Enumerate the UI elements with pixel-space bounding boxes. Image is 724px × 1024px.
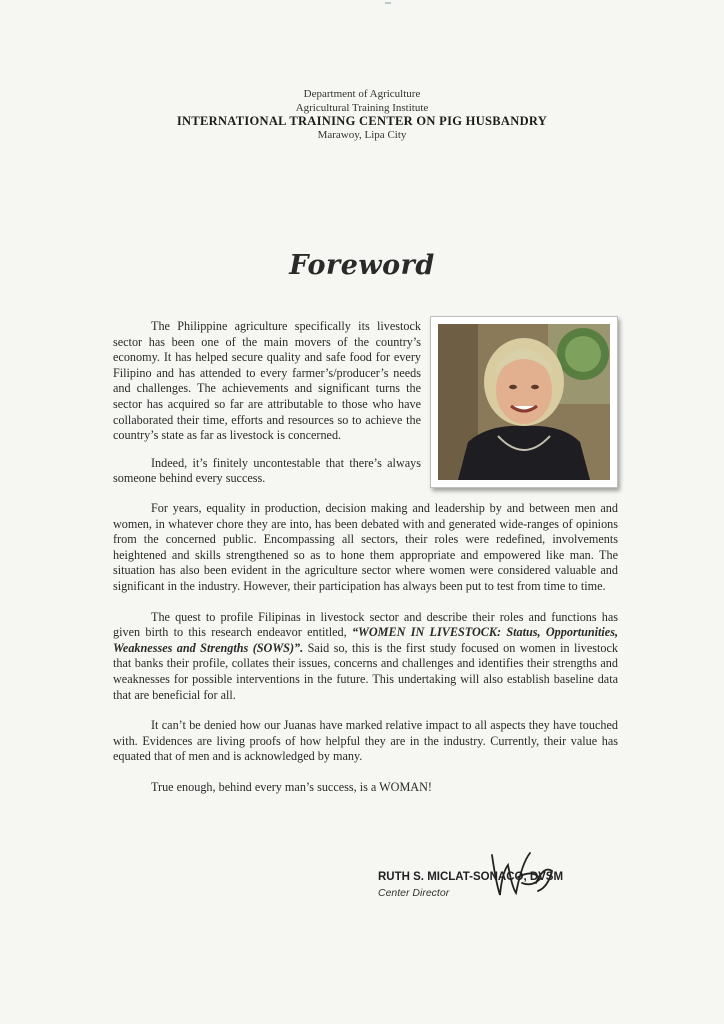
paragraph-1: The Philippine agriculture specifically its livestock sector has been one of the main movers of the country’s economy. It has helped secure quality and safe food for every Filipino and has attended to every farmer’s/producer’s needs and challenges. The achievements and significant turns the sector has acquired so far are attributable to those who have collaborated their time, efforts and resources so to achieve the country’s state as far as livestock is concerned. <box>113 319 421 443</box>
signatory-name: RUTH S. MICLAT-SONACO, DVSM <box>378 871 564 883</box>
center-location: Marawoy, Lipa City <box>317 128 407 141</box>
page-title: Foreword <box>289 250 435 281</box>
director-photo <box>430 316 618 488</box>
body-section <box>113 501 618 811</box>
paragraph-3: For years, equality in production, decision making and leadership by and between men and women, in whatever chore they are into, has been debated with and generated wide-ranges of opinions from the concerned public. Encompassing all sectors, their roles were redefined, involvements heightened and skills strengthened so as to hone them appropriate and empowered like man. The situation has also been evident in the agriculture sector where women were considered valuable and significant in the industry. However, their participation has always been put to test from time to time. <box>113 501 618 593</box>
letterhead <box>0 88 724 142</box>
paragraph-6: True enough, behind every man’s success, is a WOMAN! <box>151 779 432 794</box>
signatory-title: Center Director <box>378 887 450 899</box>
paragraph-4 <box>113 610 618 704</box>
center-name: INTERNATIONAL TRAINING CENTER ON PIG HUSBANDRY <box>176 114 548 128</box>
institute-name: Agricultural Training Institute <box>295 101 429 114</box>
paragraph-5: It can’t be denied how our Juanas have marked relative impact to all aspects they have touched with. Evidences are living proofs of how helpful they are in the industry. Currently, their value has equated that of men and is acknowledged by many. <box>113 718 618 764</box>
intro-section <box>113 319 421 499</box>
department-name: Department of Agriculture <box>303 88 421 100</box>
portrait-image <box>438 324 610 480</box>
paragraph-4-rest: Said so, this is the first study focused on women in livestock that banks their profile, collates their issues, concerns and challenges and identifies their strengths and weaknesses for possible interventions in the future. This undertaking will also establish baseline data that are beneficial for all. <box>113 640 619 702</box>
study-title: “WOMEN IN LIVESTOCK: Status, Opportunities, Weaknesses and Strengths (SOWS)”. <box>113 625 618 655</box>
signature-block <box>378 865 638 925</box>
paragraph-4-intro: The quest to profile Filipinas in livestock sector and describe their roles and functions has given birth to this research endeavor entitled, <box>113 609 618 640</box>
paragraph-2: Indeed, it’s finitely uncontestable that there’s always someone behind every success. <box>113 455 421 486</box>
scan-mark <box>385 2 391 4</box>
